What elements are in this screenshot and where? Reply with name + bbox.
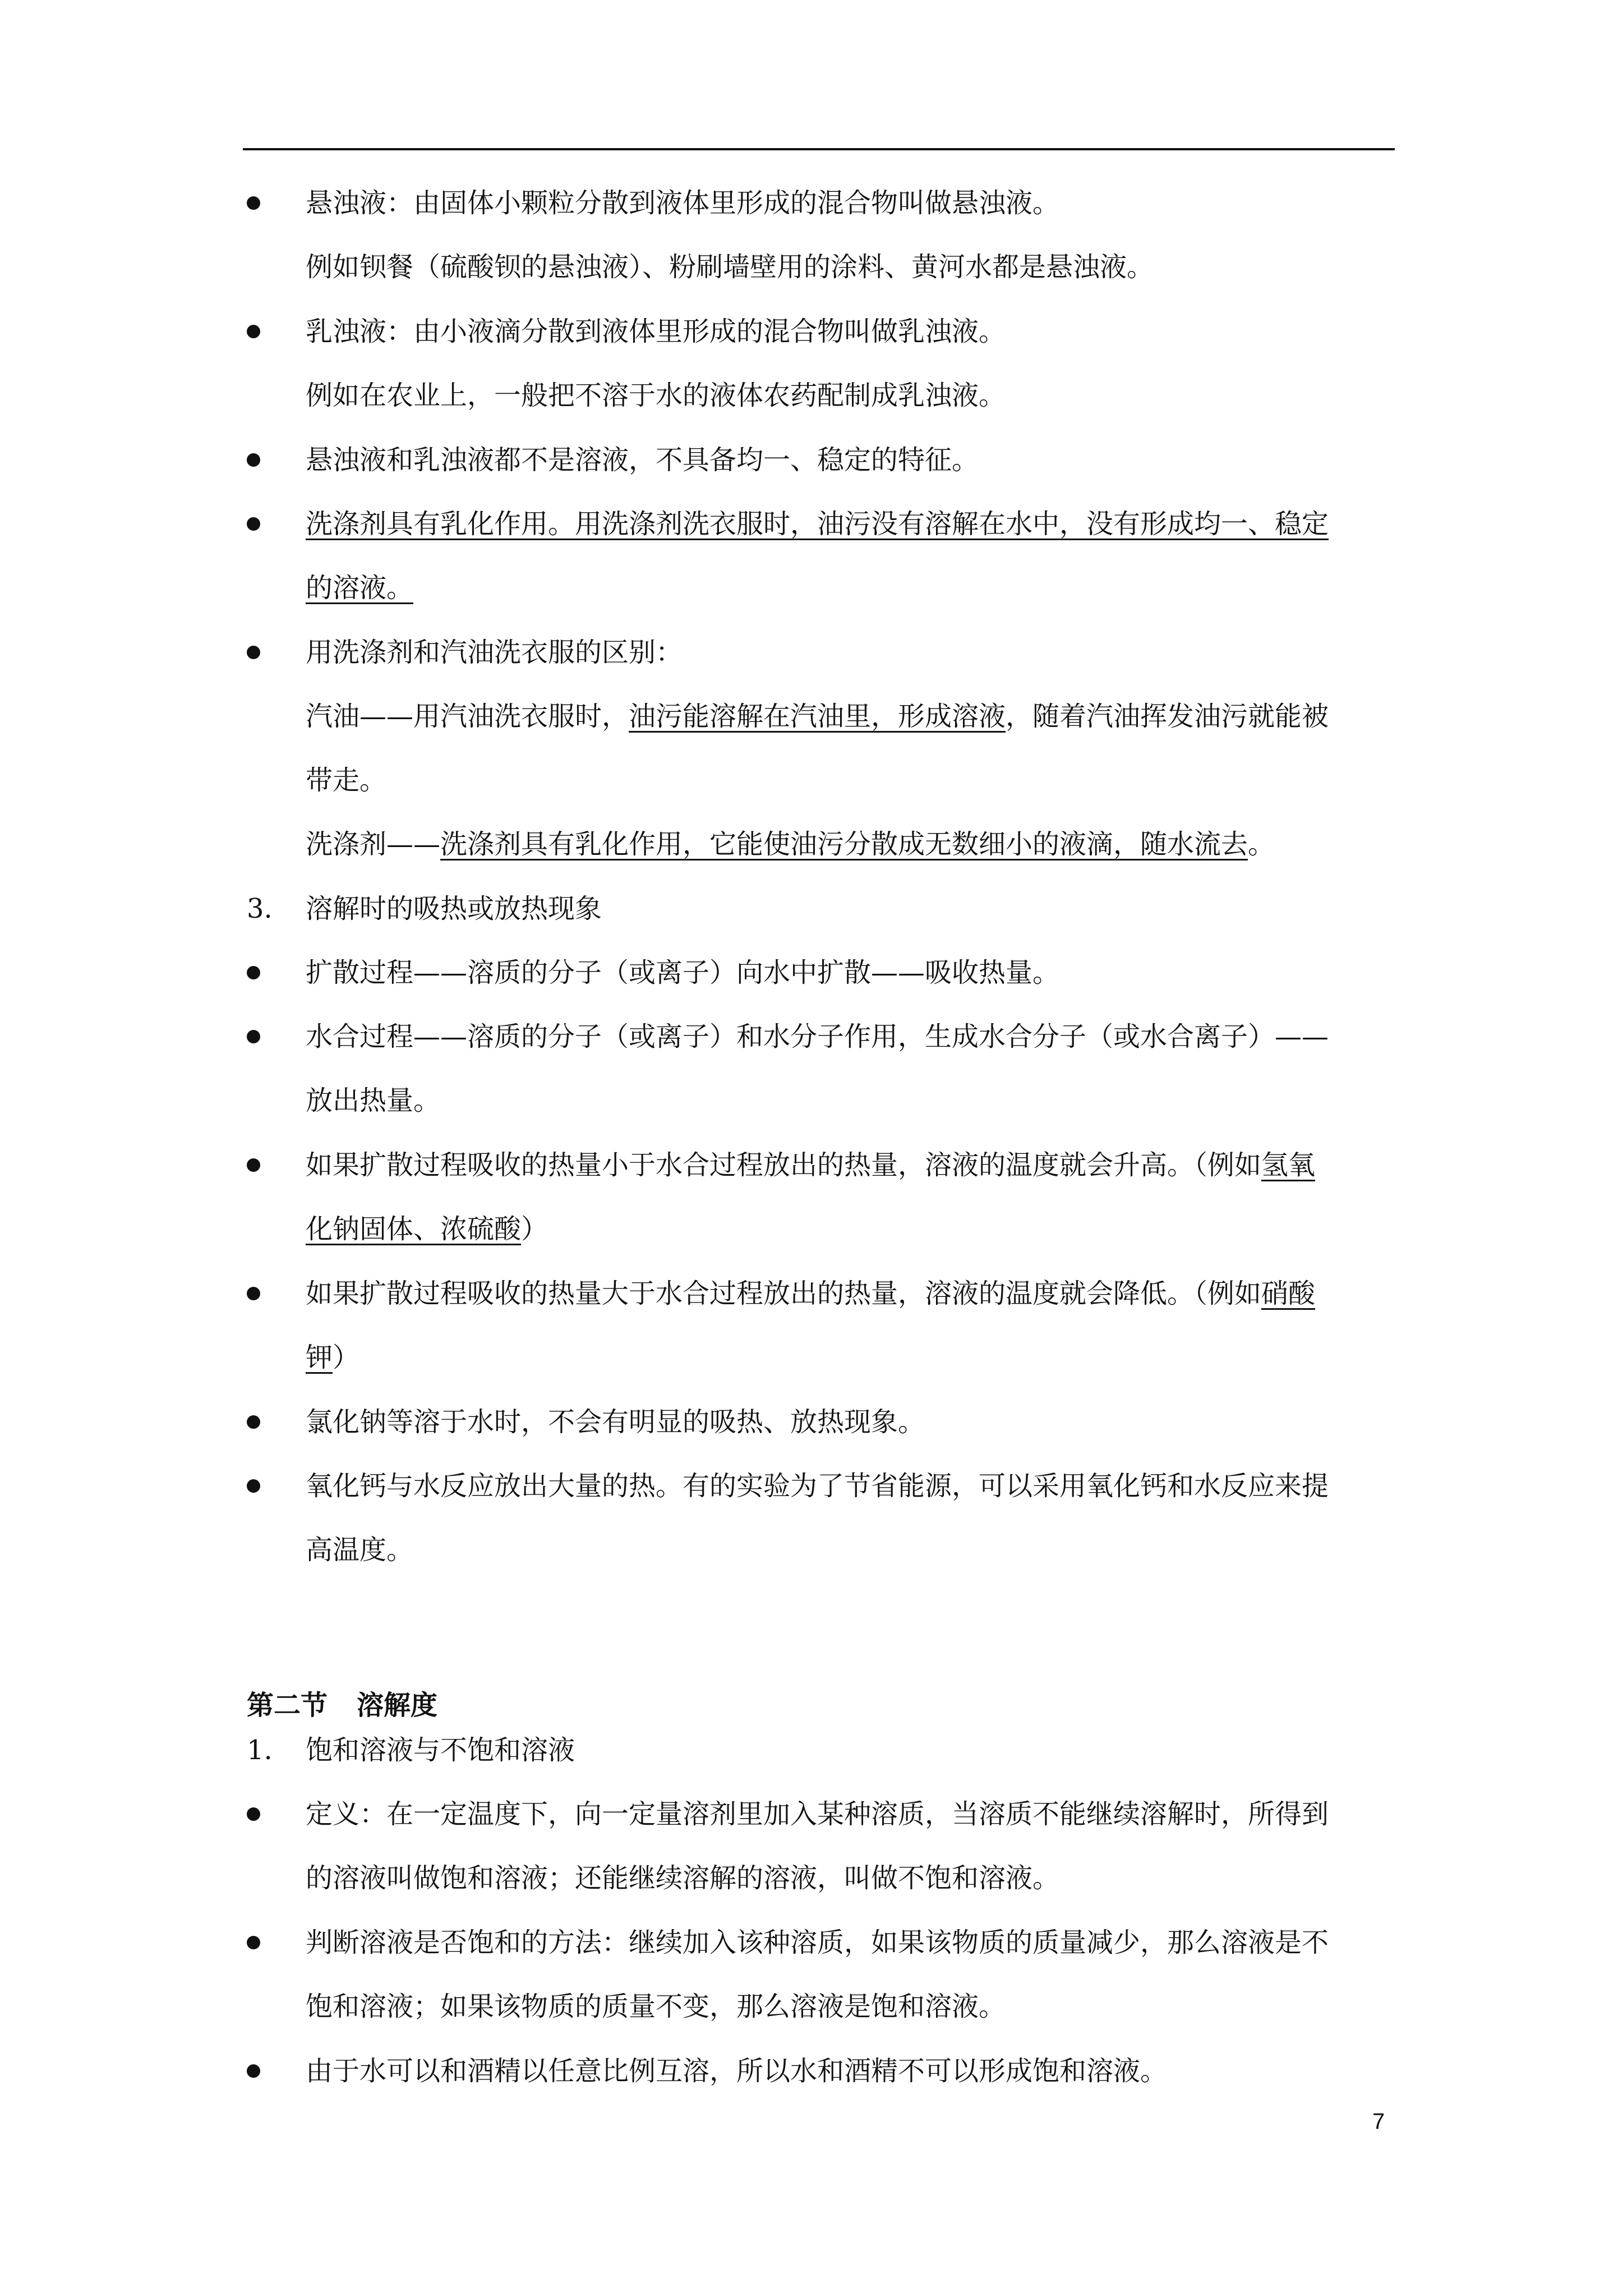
- section-title: 溶解度: [357, 1690, 438, 1721]
- item-text: [306, 1133, 1410, 1261]
- list-number: 3.: [247, 893, 273, 924]
- item-text: [306, 492, 1410, 620]
- text-segment: 饱和溶液；如果该物质的质量不变，那么溶液是饱和溶液。: [306, 1991, 1006, 2022]
- item-text: [306, 1782, 1410, 1910]
- text-segment: 由于水可以和酒精以任意比例互溶，所以水和酒精不可以形成饱和溶液。: [306, 2055, 1168, 2087]
- text-segment: ）: [521, 1213, 548, 1245]
- text-segment: 放出热量。: [306, 1085, 441, 1116]
- text-line: [306, 1911, 1410, 1975]
- bullet-icon: [247, 325, 260, 338]
- text-line: [306, 364, 1410, 427]
- text-segment: 高温度。: [306, 1534, 414, 1566]
- text-line: [306, 1262, 1410, 1326]
- text-segment: 饱和溶液与不饱和溶液: [306, 1734, 575, 1766]
- text-line: [306, 1326, 1410, 1389]
- text-line: [306, 1390, 1410, 1454]
- text-line: [306, 1069, 1410, 1133]
- text-line: [306, 492, 1410, 556]
- text-line: [306, 1197, 1410, 1261]
- text-segment: 判断溶液是否饱和的方法：继续加入该种溶质，如果该物质的质量减少，那么溶液是不: [306, 1927, 1329, 1958]
- text-line: [306, 877, 1410, 941]
- text-segment: 扩散过程——溶质的分子（或离子）向水中扩散——吸收热量。: [306, 957, 1060, 988]
- bullet-icon: [247, 1807, 260, 1821]
- underlined-text: 氢氧: [1261, 1149, 1316, 1181]
- text-line: [306, 556, 1410, 620]
- text-line: [306, 1518, 1410, 1582]
- text-line: [306, 300, 1410, 364]
- bullet-icon: [247, 517, 260, 531]
- text-line: [306, 941, 1410, 1005]
- text-segment: 如果扩散过程吸收的热量小于水合过程放出的热量，溶液的温度就会升高。（例如: [306, 1149, 1262, 1181]
- text-segment: 如果扩散过程吸收的热量大于水合过程放出的热量，溶液的温度就会降低。（例如: [306, 1278, 1262, 1309]
- item-text: [306, 1390, 1410, 1454]
- item-text: [306, 877, 1410, 941]
- bullet-icon: [247, 453, 260, 467]
- text-line: [306, 171, 1410, 235]
- item-text: [306, 300, 1410, 427]
- text-line: [306, 1975, 1410, 2039]
- bullet-icon: [247, 1030, 260, 1043]
- text-line: [306, 1133, 1410, 1197]
- bullet-icon: [247, 646, 260, 659]
- list-number: 1.: [247, 1734, 273, 1766]
- text-line: [306, 620, 1410, 684]
- header-rule: [243, 148, 1395, 150]
- bullet-icon: [247, 2064, 260, 2078]
- text-segment: 溶解时的吸热或放热现象: [306, 893, 602, 924]
- item-text: [306, 1454, 1410, 1582]
- text-segment: 氧化钙与水反应放出大量的热。有的实验为了节省能源，可以采用氧化钙和水反应来提: [306, 1470, 1329, 1502]
- text-segment: 悬浊液和乳浊液都不是溶液，不具备均一、稳定的特征。: [306, 444, 979, 476]
- text-line: [306, 1846, 1410, 1910]
- text-segment: ，随着汽油挥发油污就能被: [1006, 701, 1329, 732]
- underlined-text: 洗涤剂具有乳化作用，它能使油污分散成无数细小的液滴，随水流去: [440, 829, 1248, 860]
- item-text: [306, 2039, 1410, 2103]
- item-text: [306, 1262, 1410, 1389]
- text-segment: 定义：在一定温度下，向一定量溶剂里加入某种溶质，当溶质不能继续溶解时，所得到: [306, 1798, 1329, 1830]
- page-number: 7: [1372, 2109, 1385, 2134]
- text-line: [306, 1718, 1410, 1782]
- text-segment: ）: [333, 1342, 360, 1373]
- text-line: [306, 235, 1410, 299]
- text-line: [306, 1005, 1410, 1069]
- underlined-text: 的溶液。: [306, 572, 414, 604]
- text-line: [306, 2039, 1410, 2103]
- underlined-text: 化钠固体、浓硫酸: [306, 1213, 522, 1245]
- text-line: [306, 684, 1410, 748]
- bullet-icon: [247, 966, 260, 979]
- text-line: [306, 748, 1410, 812]
- text-segment: 例如在农业上，一般把不溶于水的液体农药配制成乳浊液。: [306, 380, 1006, 411]
- item-text: [306, 1911, 1410, 2039]
- text-segment: 用洗涤剂和汽油洗衣服的区别：: [306, 637, 683, 668]
- text-segment: 的溶液叫做饱和溶液；还能继续溶解的溶液，叫做不饱和溶液。: [306, 1862, 1060, 1894]
- item-text: [306, 1718, 1410, 1782]
- text-segment: 水合过程——溶质的分子（或离子）和水分子作用，生成水合分子（或水合离子）——: [306, 1021, 1329, 1052]
- text-segment: 悬浊液：由固体小颗粒分散到液体里形成的混合物叫做悬浊液。: [306, 187, 1060, 219]
- text-segment: 。: [1248, 829, 1275, 860]
- bullet-icon: [247, 1936, 260, 1949]
- bullet-icon: [247, 196, 260, 210]
- section-heading: [247, 1688, 437, 1722]
- item-text: [306, 428, 1410, 492]
- item-text: [306, 171, 1410, 299]
- underlined-text: 硝酸: [1261, 1278, 1316, 1309]
- item-text: [306, 1005, 1410, 1133]
- item-text: [306, 620, 1410, 876]
- text-line: [306, 428, 1410, 492]
- underlined-text: 钾: [306, 1342, 333, 1373]
- item-text: [306, 941, 1410, 1005]
- text-line: [306, 1454, 1410, 1518]
- text-segment: 氯化钠等溶于水时，不会有明显的吸热、放热现象。: [306, 1406, 925, 1438]
- text-line: [306, 1782, 1410, 1846]
- bullet-icon: [247, 1479, 260, 1493]
- text-segment: 乳浊液：由小液滴分散到液体里形成的混合物叫做乳浊液。: [306, 316, 1006, 347]
- text-segment: 洗涤剂——: [306, 829, 441, 860]
- bullet-icon: [247, 1415, 260, 1429]
- text-line: [306, 812, 1410, 876]
- underlined-text: 油污能溶解在汽油里，形成溶液: [629, 701, 1006, 732]
- text-segment: 例如钡餐（硫酸钡的悬浊液）、粉刷墙壁用的涂料、黄河水都是悬浊液。: [306, 251, 1154, 283]
- text-segment: 汽油——用汽油洗衣服时，: [306, 701, 629, 732]
- section-label: 第二节: [247, 1690, 328, 1721]
- underlined-text: 洗涤剂具有乳化作用。用洗涤剂洗衣服时，油污没有溶解在水中，没有形成均一、稳定: [306, 508, 1329, 540]
- bullet-icon: [247, 1287, 260, 1300]
- bullet-icon: [247, 1158, 260, 1172]
- text-segment: 带走。: [306, 765, 387, 796]
